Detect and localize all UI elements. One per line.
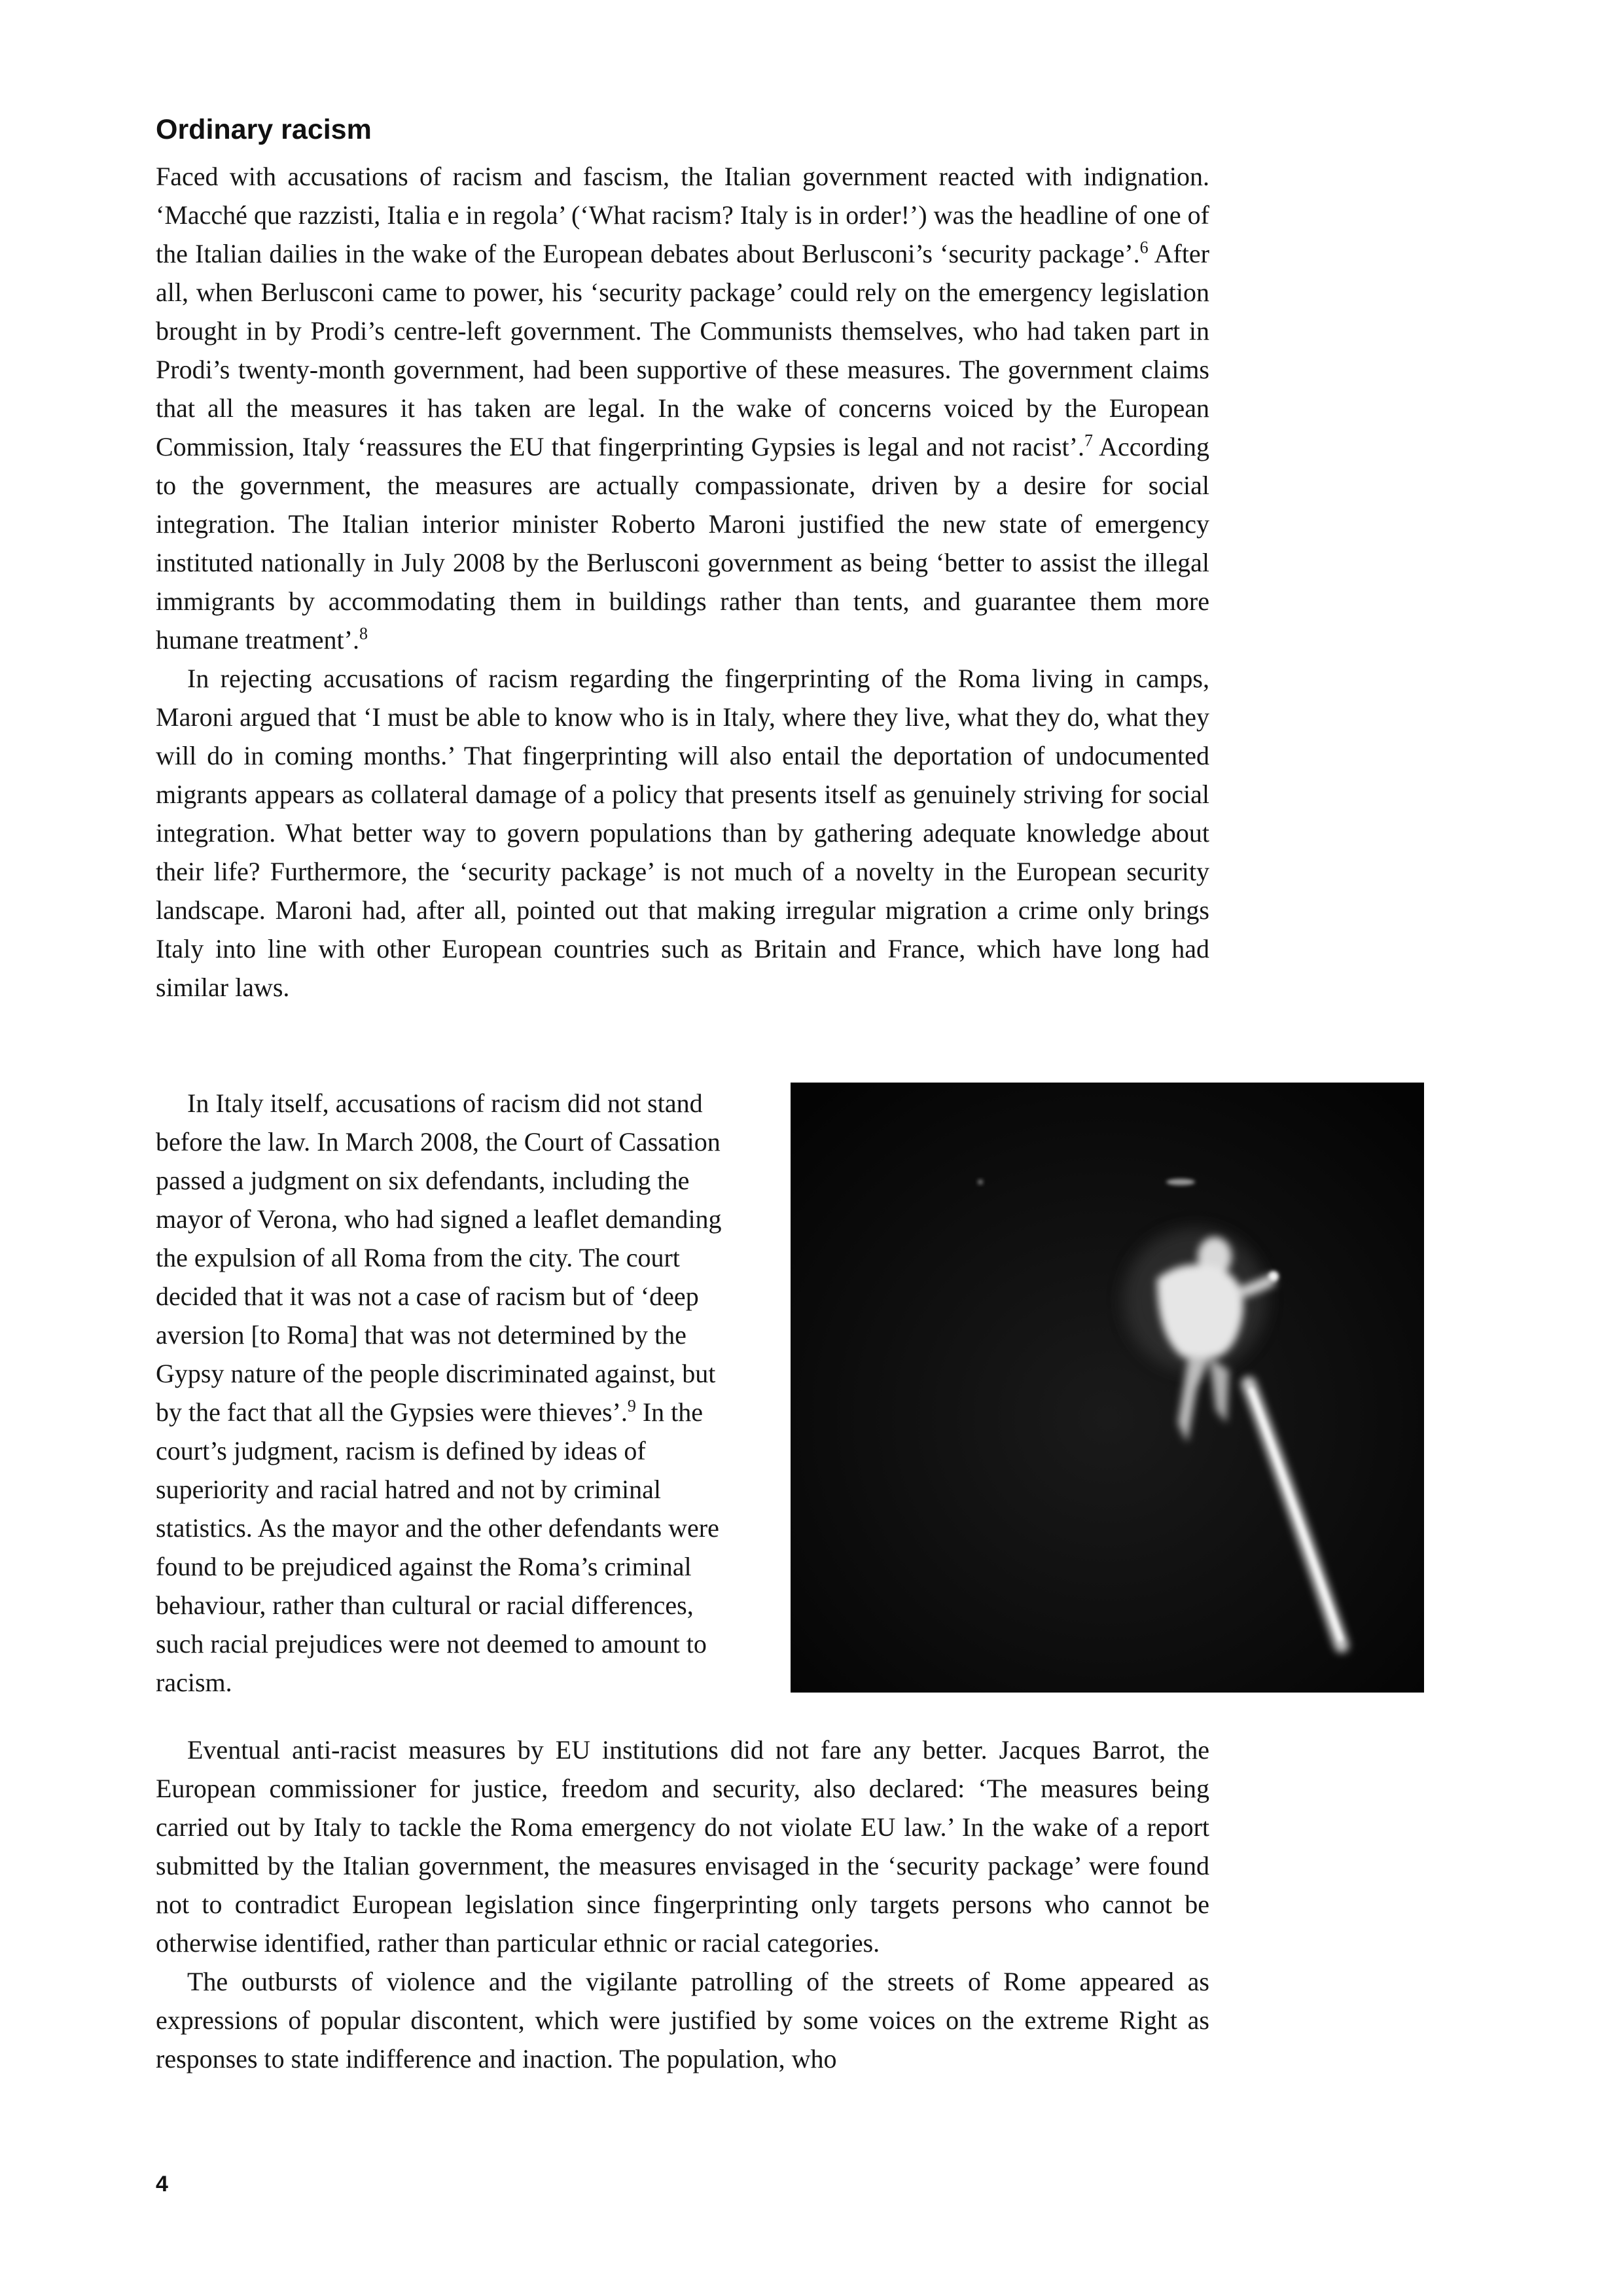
paragraph-5: The outbursts of violence and the vigilante patrolling of the streets of Rome appeared as expressions of popular discontent, which were justified by some voices on the extreme Right as responses to state indifference and inaction. The population, who [156,1967,1209,2073]
paragraph-1: Faced with accusations of racism and fascism, the Italian government reacted with indignation. ‘Macché que razzisti, Italia e in regola’ (‘What racism? Italy is in order!’) was the headline of one of the Italian dailies in the wake of the European debates about Berlusconi’s ‘security package’.$^6$ After all, when Berlusconi came to power, his ‘security package’ could rely on the emergency legislation brought in by Prodi’s centre-left government. The Communists themselves, who had taken part in Prodi’s twenty-month government, had been supportive of these measures. The government claims that all the measures it has taken are legal. In the wake of concerns voiced by the European Commission, Italy ‘reassures the EU that fingerprinting Gypsies is legal and not racist’.$^7$ According to the government, the measures are actually compassionate, driven by a desire for social integration. The Italian interior minister Roberto Maroni justified the new state of emergency instituted nationally in July 2008 by the Berlusconi government as being ‘better to assist the illegal immigrants by accommodating them in buildings rather than tents, and guarantee them more humane treatment’.$^8$ [156,162,1210,655]
footnote-ref-6[interactable]: 6 [1139,238,1149,257]
page-number: 4 [156,2172,168,2197]
footnote-ref-9[interactable]: 9 [627,1396,636,1416]
footnote-ref-8[interactable]: 8 [359,624,368,643]
night-photo [791,1083,1424,1693]
night-figure-illustration [791,1083,1424,1693]
hand-light [1268,1271,1279,1282]
paragraph-2: In rejecting accusations of racism regarding the fingerprinting of the Roma living in camps, Maroni argued that ‘I must be able to know who is in Italy, where they live, what they do, what they will do in coming months.’ That fingerprinting will also entail the deportation of undocumented migrants appears as collateral damage of a policy that presents itself as genuinely striving for social integration. What better way to govern populations than by gathering adequate knowledge about their life? Furthermore, the ‘security package’ is not much of a novelty in the European security landscape. Maroni had, after all, pointed out that making irregular migration a crime only brings Italy into line with other European countries such as Britain and France, which have long had similar laws. [156,664,1209,1002]
paragraph-4: Eventual anti-racist measures by EU institutions did not fare any better. Jacques Barrot, the European commissioner for justice, freedom and security, also declared: ‘The measures being carried out by Italy to tackle the Roma emergency do not violate EU law.’ In the wake of a report submitted by the Italian government, the measures envisaged in the ‘security package’ were found not to contradict European legislation since fingerprinting only targets persons who cannot be otherwise identified, rather than particular ethnic or racial categories. [156,1735,1209,1958]
distant-light [1166,1179,1195,1185]
paragraph-3: In Italy itself, accusations of racism did not stand before the law. In March 2008, the Court of Cassation passed a judgment on six defendants, including the mayor of Verona, who had signed a leaflet demanding the expulsion of all Roma from the city. The court decided that it was not a case of racism but of ‘deep aversion [to Roma] that was not determined by the Gypsy nature of the people discriminated against, but by the fact that all the Gypsies were thieves’.$^9$ In the court’s judgment, racism is defined by ideas of superiority and racial hatred and not by criminal statistics. As the mayor and the other defendants were found to be prejudiced against the Roma’s criminal behaviour, rather than cultural or racial differences, such racial prejudices were not deemed to amount to racism. [156,1088,722,1697]
text-column-beside-photo [156,1084,747,1702]
section-heading: Ordinary racism [156,114,372,145]
text-block-top [156,157,1209,1007]
footnote-ref-7[interactable]: 7 [1084,431,1093,450]
text-block-bottom [156,1731,1209,2078]
distant-light [978,1179,983,1185]
